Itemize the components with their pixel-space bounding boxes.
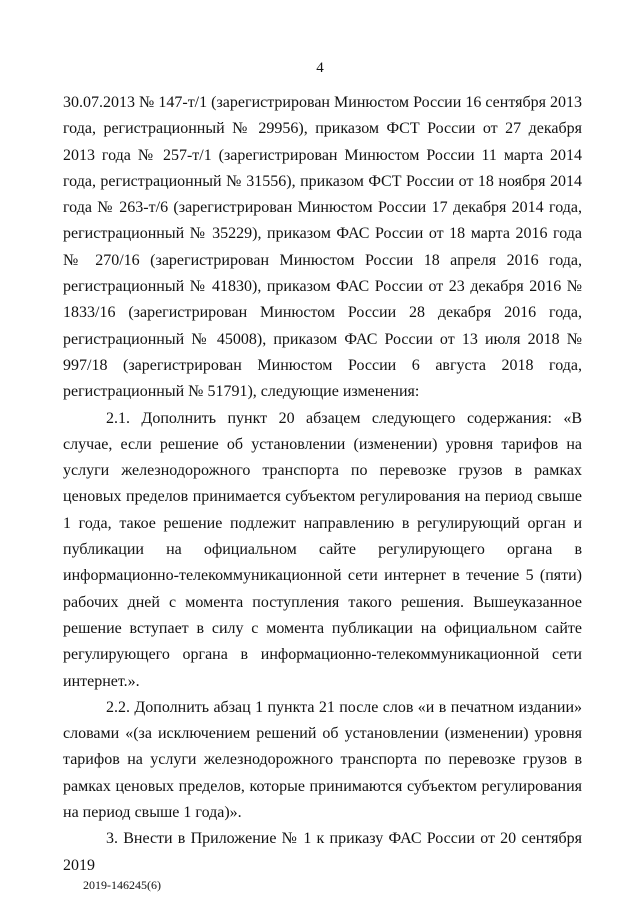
paragraph-2-2: 2.2. Дополнить абзац 1 пункта 21 после слов «и в печатном издании» словами «(за исключением решений об установлении (изменении) уровня тарифов на услуги железнодорожного транспорта по перевозке грузов в рамках ценовых пределов, которые принимаются субъектом регулирования на период свыше 1 года)».	[63, 698, 582, 822]
paragraph-2-1: 2.1. Дополнить пункт 20 абзацем следующего содержания: «В случае, если решение об установлении (изменении) уровня тарифов на услуги железнодорожного транспорта по перевозке грузов в рамках ценовых пределов принимается субъектом регулирования на период свыше 1 года, такое решение подлежит направлению в регулирующий орган и публикации на официальном сайте регулирующего органа в информационно-телекоммуникационной сети интернет в течение 5 (пяти) рабочих дней с момента поступления такого решения. Вышеуказанное решение вступает в силу с момента публикации на официальном сайте регулирующего органа в информационно-телекоммуникационной сети интернет.».	[63, 409, 582, 690]
document-body	[63, 90, 582, 879]
page-number: 4	[316, 60, 324, 76]
paragraph-amendments-list: 30.07.2013 № 147-т/1 (зарегистрирован Минюстом России 16 сентября 2013 года, регистрационный № 29956), приказом ФСТ России от 27 декабря 2013 года № 257-т/1 (зарегистрирован Минюстом России 11 марта 2014 года, регистрационный № 31556), приказом ФСТ России от 18 ноября 2014 года № 263-т/6 (зарегистрирован Минюстом России 17 декабря 2014 года, регистрационный № 35229), приказом ФАС России от 18 марта 2016 года № 270/16 (зарегистрирован Минюстом России 18 апреля 2016 года, регистрационный № 41830), приказом ФАС России от 23 декабря 2016 № 1833/16 (зарегистрирован Минюстом России 28 декабря 2016 года, регистрационный № 45008), приказом ФАС России от 13 июля 2018 № 997/18 (зарегистрирован Минюстом России 6 августа 2018 года, регистрационный № 51791), следующие изменения:	[63, 94, 582, 401]
document-code: 2019-146245(6)	[83, 878, 161, 892]
paragraph-3: 3. Внести в Приложение № 1 к приказу ФАС России от 20 сентября 2019	[63, 830, 582, 874]
